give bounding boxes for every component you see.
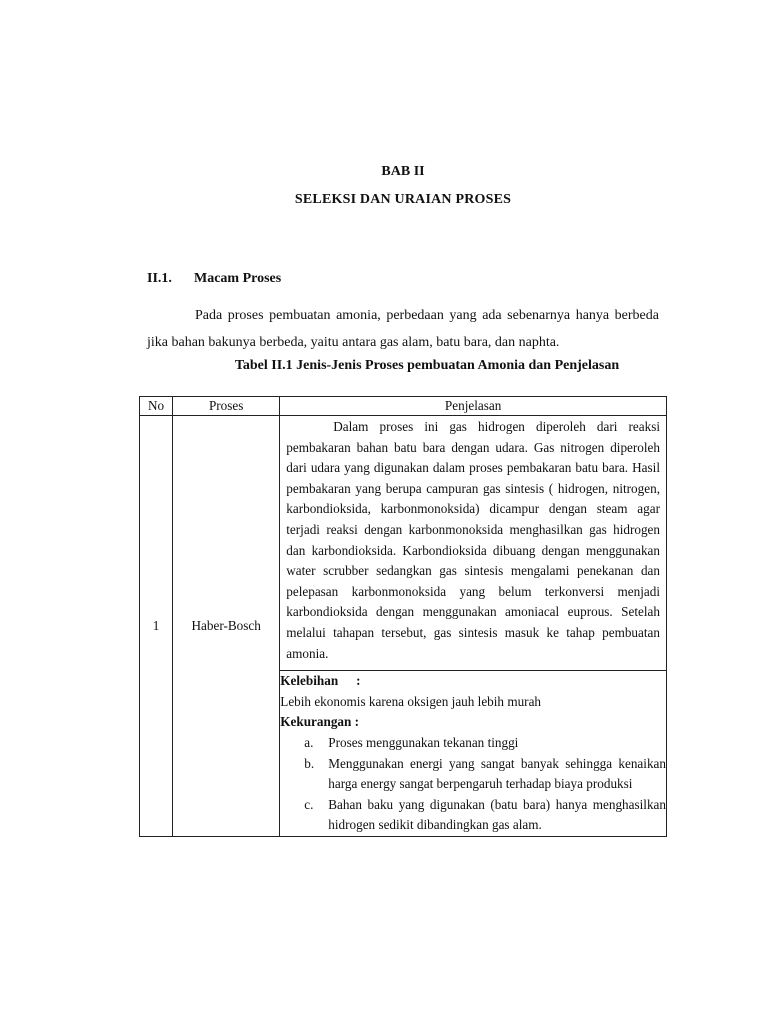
list-marker: b. xyxy=(304,755,315,771)
table-caption: Tabel II.1 Jenis-Jenis Proses pembuatan Amonia dan Penjelasan xyxy=(234,358,620,373)
list-marker: a. xyxy=(304,734,314,750)
row-process-name: Haber-Bosch xyxy=(173,416,280,837)
table-row xyxy=(140,416,667,671)
pros-cons-cell xyxy=(280,671,667,837)
list-item-text: Proses menggunakan tekanan tinggi xyxy=(328,734,519,750)
list-item xyxy=(304,754,666,795)
list-item-text: Bahan baku yang digunakan (batu bara) hanya menghasilkan hidrogen sedikit dibandingkan gas alam. xyxy=(328,796,666,833)
intro-paragraph: Pada proses pembuatan amonia, perbedaan yang ada sebenarnya hanya berbeda jika bahan bakunya berbeda, yaitu antara gas alam, batu bara, dan naphta. xyxy=(147,308,659,350)
disadvantages-label: Kekurangan xyxy=(280,714,352,730)
row-number: 1 xyxy=(140,416,173,837)
section-number: II.1. xyxy=(147,271,172,286)
header-process: Proses xyxy=(173,397,280,416)
table-header-row xyxy=(140,397,667,416)
list-item xyxy=(304,733,666,754)
disadvantages-heading xyxy=(280,712,666,733)
section-title: Macam Proses xyxy=(194,271,282,286)
advantages-colon: : xyxy=(356,673,361,689)
list-item-text: Menggunakan energi yang sangat banyak sehingga kenaikan harga energy sangat berpengaruh terhadap biaya produksi xyxy=(328,755,666,792)
disadvantages-colon: : xyxy=(354,714,360,730)
advantages-label: Kelebihan xyxy=(280,673,339,689)
header-explanation: Penjelasan xyxy=(280,397,667,416)
advantage-text: Lebih ekonomis karena oksigen jauh lebih murah xyxy=(280,693,542,709)
section-heading xyxy=(147,271,281,287)
advantages-heading xyxy=(280,671,666,692)
header-no: No xyxy=(140,397,173,416)
list-item xyxy=(304,795,666,836)
chapter-number: BAB II xyxy=(381,164,425,179)
chapter-title: SELEKSI DAN URAIAN PROSES xyxy=(294,192,512,207)
explanation-cell xyxy=(280,416,667,671)
list-marker: c. xyxy=(304,796,314,812)
process-explanation: Dalam proses ini gas hidrogen diperoleh dari reaksi pembakaran bahan batu bara dengan udara. Gas nitrogen diperoleh dari udara yang digunakan dalam proses pembakaran batu bara. Hasil pembakaran yang berupa campuran gas sintesis ( hidrogen, nitrogen, karbondioksida, karbonmonoksida) dicampur dengan steam agar terjadi reaksi dengan karbonmonoksida menghasilkan gas hidrogen dan karbondioksida. Karbondioksida dibuang dengan menggunakan water scrubber sedangkan gas sintesis mengalami penekanan dan pelepasan karbonmonoksida yang belum terkonversi menjadi karbondioksida dengan menggunakan amoniacal euprous. Setelah melalui tahapan tersebut, gas sintesis masuk ke tahap pembuatan amonia. xyxy=(286,419,660,661)
process-table xyxy=(139,396,667,837)
disadvantages-list xyxy=(280,733,666,836)
